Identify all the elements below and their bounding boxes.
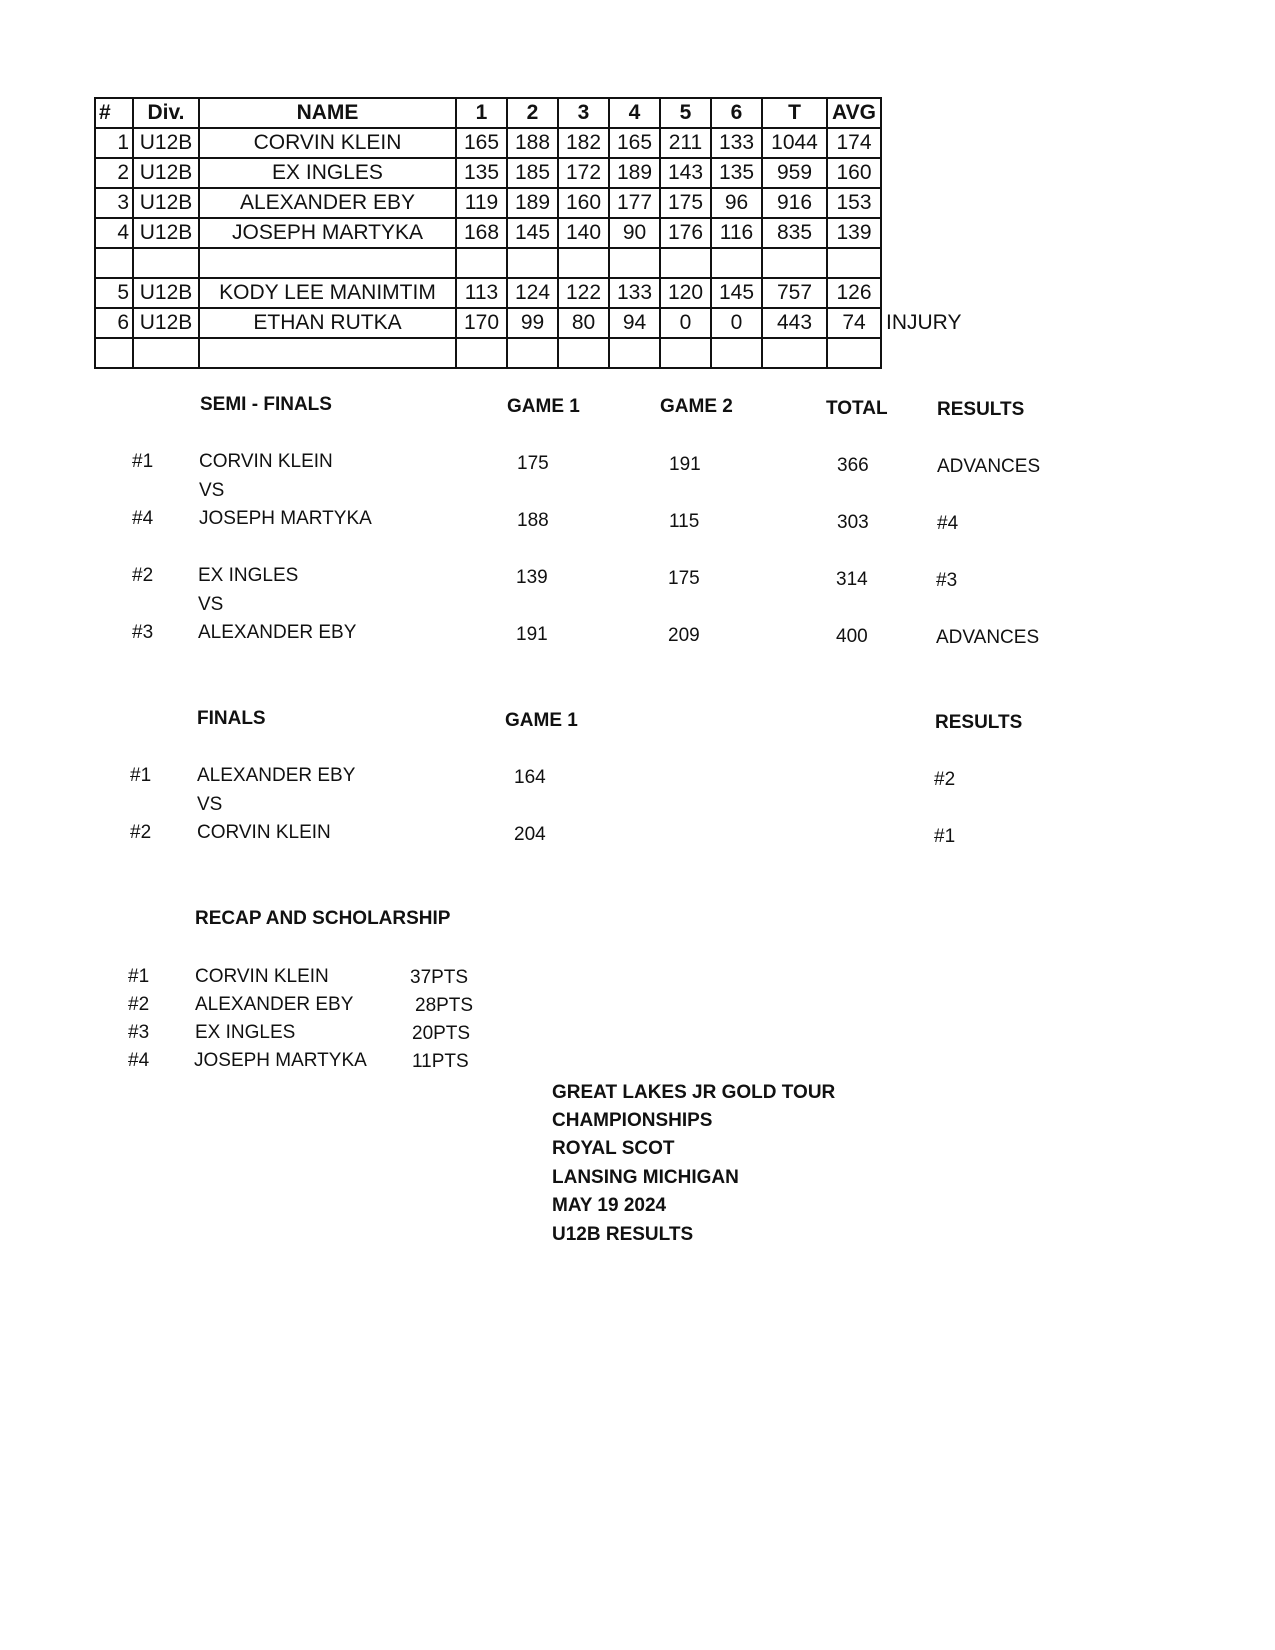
cell-avg xyxy=(827,248,881,278)
cell-name: CORVIN KLEIN xyxy=(199,128,456,158)
cell-total xyxy=(762,248,827,278)
cell-game-4: 94 xyxy=(609,308,660,338)
finals-result: #1 xyxy=(934,826,956,847)
semis-result: #4 xyxy=(937,513,959,534)
finals-seed: #2 xyxy=(130,822,152,843)
cell-game-6 xyxy=(711,338,762,368)
cell-avg: 160 xyxy=(827,158,881,188)
event-line: MAY 19 2024 xyxy=(552,1195,667,1216)
cell-game-3: 80 xyxy=(558,308,609,338)
cell-div: U12B xyxy=(133,188,199,218)
semis-total-score: 366 xyxy=(837,455,869,476)
recap-seed: #1 xyxy=(128,966,150,987)
cell-note xyxy=(881,188,980,218)
cell-note xyxy=(881,158,980,188)
cell-game-2: 124 xyxy=(507,278,558,308)
event-line: CHAMPIONSHIPS xyxy=(552,1110,713,1131)
cell-avg: 139 xyxy=(827,218,881,248)
qualifying-row xyxy=(95,218,980,248)
cell-game-4: 189 xyxy=(609,158,660,188)
semis-results-header: RESULTS xyxy=(937,399,1025,420)
cell-total: 757 xyxy=(762,278,827,308)
header-total: T xyxy=(762,98,827,128)
cell-div: U12B xyxy=(133,218,199,248)
cell-avg: 74 xyxy=(827,308,881,338)
cell-game-3: 160 xyxy=(558,188,609,218)
cell-div xyxy=(133,338,199,368)
finals-vs-label: VS xyxy=(197,794,223,815)
cell-game-3: 122 xyxy=(558,278,609,308)
cell-game-1: 113 xyxy=(456,278,507,308)
header-div: Div. xyxy=(133,98,199,128)
cell-game-5 xyxy=(660,338,711,368)
semis-seed: #2 xyxy=(132,565,154,586)
qualifying-row xyxy=(95,128,980,158)
cell-note xyxy=(881,128,980,158)
cell-game-2 xyxy=(507,248,558,278)
cell-game-3 xyxy=(558,248,609,278)
semis-game1-score: 175 xyxy=(517,453,549,474)
header-rank: # xyxy=(95,98,133,128)
semis-game2-score: 191 xyxy=(669,454,701,475)
cell-game-6: 0 xyxy=(711,308,762,338)
semis-result: #3 xyxy=(936,570,958,591)
finals-seed: #1 xyxy=(130,765,152,786)
cell-avg: 153 xyxy=(827,188,881,218)
semis-result: ADVANCES xyxy=(937,456,1041,477)
cell-game-3 xyxy=(558,338,609,368)
header-avg: AVG xyxy=(827,98,881,128)
semis-game2-score: 209 xyxy=(668,625,700,646)
cell-game-6: 96 xyxy=(711,188,762,218)
cell-total: 1044 xyxy=(762,128,827,158)
recap-name: EX INGLES xyxy=(195,1022,296,1043)
finals-game1-score: 204 xyxy=(514,824,546,845)
header-game-6: 6 xyxy=(711,98,762,128)
cell-game-4: 133 xyxy=(609,278,660,308)
cell-game-6: 135 xyxy=(711,158,762,188)
recap-points: 28PTS xyxy=(415,995,474,1016)
cell-game-4: 90 xyxy=(609,218,660,248)
cell-game-5: 176 xyxy=(660,218,711,248)
semis-total-header: TOTAL xyxy=(826,398,888,419)
qualifying-header-row xyxy=(95,98,980,128)
cell-game-3: 172 xyxy=(558,158,609,188)
qualifying-row xyxy=(95,248,980,278)
semis-game2-score: 175 xyxy=(668,568,700,589)
qualifying-row xyxy=(95,158,980,188)
recap-seed: #2 xyxy=(128,994,150,1015)
semis-total-score: 400 xyxy=(836,626,868,647)
cell-game-3: 140 xyxy=(558,218,609,248)
recap-name: ALEXANDER EBY xyxy=(195,994,354,1015)
cell-game-4: 165 xyxy=(609,128,660,158)
cell-rank: 2 xyxy=(95,158,133,188)
semis-vs-label: VS xyxy=(198,594,224,615)
recap-seed: #4 xyxy=(128,1050,150,1071)
header-game-4: 4 xyxy=(609,98,660,128)
semis-title: SEMI - FINALS xyxy=(200,394,332,415)
semis-vs-label: VS xyxy=(199,480,225,501)
recap-name: CORVIN KLEIN xyxy=(195,966,329,987)
header-game-5: 5 xyxy=(660,98,711,128)
finals-game1-score: 164 xyxy=(514,767,546,788)
cell-game-4: 177 xyxy=(609,188,660,218)
cell-game-3: 182 xyxy=(558,128,609,158)
cell-game-6 xyxy=(711,248,762,278)
cell-game-6: 145 xyxy=(711,278,762,308)
finals-game1-header: GAME 1 xyxy=(505,710,578,731)
finals-player-name: CORVIN KLEIN xyxy=(197,822,331,843)
cell-rank: 6 xyxy=(95,308,133,338)
cell-rank: 5 xyxy=(95,278,133,308)
recap-seed: #3 xyxy=(128,1022,150,1043)
semis-result: ADVANCES xyxy=(936,627,1040,648)
finals-player-name: ALEXANDER EBY xyxy=(197,765,356,786)
cell-div: U12B xyxy=(133,128,199,158)
header-game-2: 2 xyxy=(507,98,558,128)
cell-game-5: 211 xyxy=(660,128,711,158)
cell-total: 916 xyxy=(762,188,827,218)
cell-game-1: 119 xyxy=(456,188,507,218)
semis-seed: #3 xyxy=(132,622,154,643)
cell-rank xyxy=(95,338,133,368)
cell-note: INJURY xyxy=(886,311,962,334)
cell-game-5: 120 xyxy=(660,278,711,308)
cell-game-2: 99 xyxy=(507,308,558,338)
semis-game2-score: 115 xyxy=(669,511,700,532)
cell-div: U12B xyxy=(133,158,199,188)
semis-total-score: 303 xyxy=(837,512,869,533)
semis-player-name: CORVIN KLEIN xyxy=(199,451,333,472)
cell-total: 835 xyxy=(762,218,827,248)
header-game-1: 1 xyxy=(456,98,507,128)
recap-points: 20PTS xyxy=(412,1023,471,1044)
finals-title: FINALS xyxy=(197,708,266,729)
recap-name: JOSEPH MARTYKA xyxy=(194,1050,367,1071)
cell-game-5: 0 xyxy=(660,308,711,338)
cell-avg xyxy=(827,338,881,368)
recap-points: 11PTS xyxy=(412,1051,469,1072)
cell-total: 443 xyxy=(762,308,827,338)
cell-game-4 xyxy=(609,338,660,368)
qualifying-row xyxy=(95,188,980,218)
cell-name: EX INGLES xyxy=(199,158,456,188)
cell-name: JOSEPH MARTYKA xyxy=(199,218,456,248)
cell-note xyxy=(881,218,980,248)
cell-name: ETHAN RUTKA xyxy=(199,308,456,338)
semis-seed: #4 xyxy=(132,508,154,529)
cell-total xyxy=(762,338,827,368)
event-line: ROYAL SCOT xyxy=(552,1138,675,1159)
semis-game1-score: 188 xyxy=(517,510,549,531)
finals-results-header: RESULTS xyxy=(935,712,1023,733)
cell-game-2: 145 xyxy=(507,218,558,248)
cell-name xyxy=(199,248,456,278)
cell-game-2: 188 xyxy=(507,128,558,158)
cell-game-2: 185 xyxy=(507,158,558,188)
recap-points: 37PTS xyxy=(410,967,469,988)
cell-game-2 xyxy=(507,338,558,368)
cell-note xyxy=(881,278,980,308)
cell-total: 959 xyxy=(762,158,827,188)
cell-avg: 174 xyxy=(827,128,881,158)
cell-rank: 1 xyxy=(95,128,133,158)
cell-div: U12B xyxy=(133,278,199,308)
cell-game-5: 143 xyxy=(660,158,711,188)
cell-rank xyxy=(95,248,133,278)
cell-name: KODY LEE MANIMTIM xyxy=(199,278,456,308)
header-note-spacer xyxy=(881,98,980,128)
cell-game-5: 175 xyxy=(660,188,711,218)
event-line: LANSING MICHIGAN xyxy=(552,1167,739,1188)
cell-note xyxy=(881,338,980,368)
cell-game-5 xyxy=(660,248,711,278)
finals-result: #2 xyxy=(934,769,956,790)
header-game-3: 3 xyxy=(558,98,609,128)
cell-game-1: 170 xyxy=(456,308,507,338)
cell-game-1: 135 xyxy=(456,158,507,188)
cell-game-2: 189 xyxy=(507,188,558,218)
cell-name xyxy=(199,338,456,368)
cell-note xyxy=(881,248,980,278)
cell-game-1 xyxy=(456,248,507,278)
cell-div xyxy=(133,248,199,278)
cell-rank: 4 xyxy=(95,218,133,248)
cell-game-6: 116 xyxy=(711,218,762,248)
cell-avg: 126 xyxy=(827,278,881,308)
semis-game1-score: 191 xyxy=(516,624,548,645)
header-name: NAME xyxy=(199,98,456,128)
cell-name: ALEXANDER EBY xyxy=(199,188,456,218)
cell-game-6: 133 xyxy=(711,128,762,158)
qualifying-table xyxy=(94,97,981,369)
cell-div: U12B xyxy=(133,308,199,338)
semis-player-name: JOSEPH MARTYKA xyxy=(199,508,372,529)
cell-rank: 3 xyxy=(95,188,133,218)
qualifying-row xyxy=(95,278,980,308)
semis-game1-header: GAME 1 xyxy=(507,396,580,417)
event-line: U12B RESULTS xyxy=(552,1224,694,1245)
semis-game2-header: GAME 2 xyxy=(660,396,733,417)
recap-title: RECAP AND SCHOLARSHIP xyxy=(195,908,451,929)
cell-game-4 xyxy=(609,248,660,278)
semis-player-name: EX INGLES xyxy=(198,565,299,586)
semis-player-name: ALEXANDER EBY xyxy=(198,622,357,643)
qualifying-row xyxy=(95,338,980,368)
semis-seed: #1 xyxy=(132,451,154,472)
event-line: GREAT LAKES JR GOLD TOUR xyxy=(552,1082,836,1103)
cell-game-1 xyxy=(456,338,507,368)
semis-total-score: 314 xyxy=(836,569,868,590)
cell-game-1: 168 xyxy=(456,218,507,248)
cell-game-1: 165 xyxy=(456,128,507,158)
qualifying-row xyxy=(95,308,980,338)
semis-game1-score: 139 xyxy=(516,567,548,588)
